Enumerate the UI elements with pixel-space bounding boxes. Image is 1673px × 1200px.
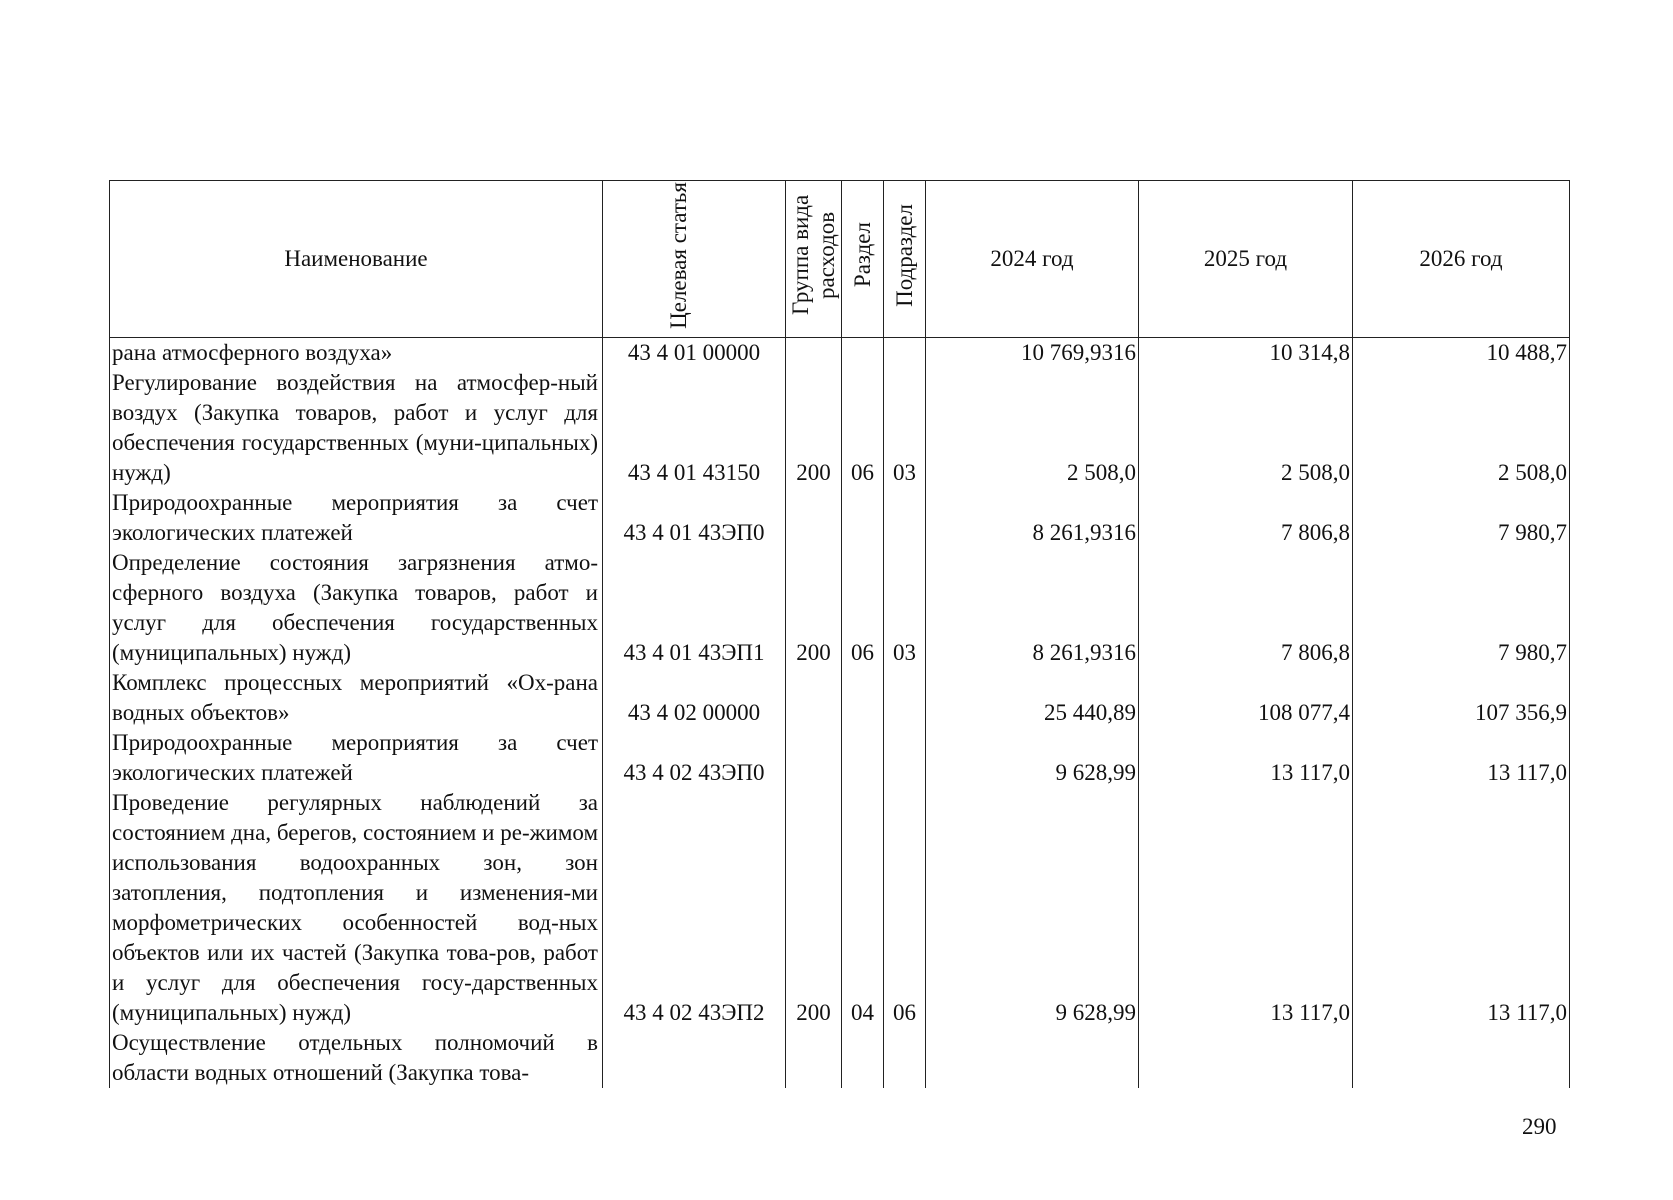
expense-group-cell: 200 <box>786 368 842 488</box>
amount-2025-cell: 7 806,8 <box>1139 548 1353 668</box>
subsection-cell <box>884 1028 926 1088</box>
amount-2025-cell <box>1139 1028 1353 1088</box>
name-cell: Определение состояния загрязнения атмо-сферного воздуха (Закупка товаров, работ и услуг для обеспечения государственных (муниципальных) нужд) <box>110 548 603 668</box>
section-cell: 04 <box>842 788 884 1028</box>
header-2025: 2025 год <box>1139 181 1353 338</box>
amount-2026-cell: 7 980,7 <box>1353 548 1570 668</box>
name-cell: рана атмосферного воздуха» <box>110 338 603 369</box>
amount-2026-cell: 107 356,9 <box>1353 668 1570 728</box>
subsection-cell <box>884 488 926 548</box>
section-cell: 06 <box>842 368 884 488</box>
amount-2025-cell: 108 077,4 <box>1139 668 1353 728</box>
section-cell <box>842 668 884 728</box>
table-row <box>110 488 1570 548</box>
amount-2026-cell: 13 117,0 <box>1353 728 1570 788</box>
amount-2025-cell: 2 508,0 <box>1139 368 1353 488</box>
amount-2025-cell: 13 117,0 <box>1139 728 1353 788</box>
target-article-cell: 43 4 01 43ЭП1 <box>603 548 786 668</box>
name-cell: Природоохранные мероприятия за счет экологических платежей <box>110 488 603 548</box>
amount-2026-cell: 13 117,0 <box>1353 788 1570 1028</box>
header-2026: 2026 год <box>1353 181 1570 338</box>
expense-group-cell: 200 <box>786 548 842 668</box>
section-cell <box>842 728 884 788</box>
header-subsection: Подраздел <box>884 181 926 338</box>
name-cell: Природоохранные мероприятия за счет экологических платежей <box>110 728 603 788</box>
amount-2024-cell: 8 261,9316 <box>926 548 1139 668</box>
page-number: 290 <box>1522 1114 1557 1139</box>
target-article-cell: 43 4 01 43ЭП0 <box>603 488 786 548</box>
amount-2024-cell: 2 508,0 <box>926 368 1139 488</box>
name-cell: Осуществление отдельных полномочий в области водных отношений (Закупка това- <box>110 1028 603 1088</box>
header-name: Наименование <box>110 181 603 338</box>
section-cell <box>842 1028 884 1088</box>
expense-group-cell <box>786 668 842 728</box>
target-article-cell <box>603 1028 786 1088</box>
header-2024: 2024 год <box>926 181 1139 338</box>
section-cell: 06 <box>842 548 884 668</box>
table-row <box>110 548 1570 668</box>
amount-2024-cell: 9 628,99 <box>926 728 1139 788</box>
amount-2026-cell <box>1353 1028 1570 1088</box>
table-row <box>110 338 1570 369</box>
subsection-cell: 03 <box>884 368 926 488</box>
amount-2026-cell: 7 980,7 <box>1353 488 1570 548</box>
header-expense-group: Группа вида расходов <box>786 181 842 338</box>
subsection-cell: 03 <box>884 548 926 668</box>
section-cell <box>842 488 884 548</box>
amount-2024-cell: 25 440,89 <box>926 668 1139 728</box>
subsection-cell <box>884 338 926 369</box>
table-row <box>110 668 1570 728</box>
target-article-cell: 43 4 02 43ЭП0 <box>603 728 786 788</box>
subsection-cell: 06 <box>884 788 926 1028</box>
table-row <box>110 368 1570 488</box>
expense-group-cell <box>786 488 842 548</box>
amount-2026-cell: 10 488,7 <box>1353 338 1570 369</box>
name-cell: Комплекс процессных мероприятий «Ох-рана водных объектов» <box>110 668 603 728</box>
table-row <box>110 788 1570 1028</box>
amount-2024-cell: 9 628,99 <box>926 788 1139 1028</box>
name-cell: Регулирование воздействия на атмосфер-ный воздух (Закупка товаров, работ и услуг для обеспечения государственных (муни-ципальных) нужд) <box>110 368 603 488</box>
subsection-cell <box>884 728 926 788</box>
budget-table <box>109 180 1570 1088</box>
expense-group-cell: 200 <box>786 788 842 1028</box>
amount-2026-cell: 2 508,0 <box>1353 368 1570 488</box>
amount-2025-cell: 10 314,8 <box>1139 338 1353 369</box>
section-cell <box>842 338 884 369</box>
subsection-cell <box>884 668 926 728</box>
table-row <box>110 728 1570 788</box>
table-body <box>110 338 1570 1089</box>
amount-2024-cell: 8 261,9316 <box>926 488 1139 548</box>
target-article-cell: 43 4 02 00000 <box>603 668 786 728</box>
expense-group-cell <box>786 728 842 788</box>
amount-2024-cell <box>926 1028 1139 1088</box>
header-target-article: Целевая статья <box>603 181 786 338</box>
table-row <box>110 1028 1570 1088</box>
amount-2025-cell: 7 806,8 <box>1139 488 1353 548</box>
name-cell: Проведение регулярных наблюдений за состоянием дна, берегов, состоянием и ре-жимом использования водоохранных зон, зон затопления, подтопления и изменения-ми морфометрических особенностей вод-ных объектов или их частей (Закупка това-ров, работ и услуг для обеспечения госу-дарственных (муниципальных) нужд) <box>110 788 603 1028</box>
header-section: Раздел <box>842 181 884 338</box>
target-article-cell: 43 4 01 43150 <box>603 368 786 488</box>
expense-group-cell <box>786 338 842 369</box>
expense-group-cell <box>786 1028 842 1088</box>
target-article-cell: 43 4 02 43ЭП2 <box>603 788 786 1028</box>
amount-2024-cell: 10 769,9316 <box>926 338 1139 369</box>
table-header-row <box>110 181 1570 338</box>
target-article-cell: 43 4 01 00000 <box>603 338 786 369</box>
amount-2025-cell: 13 117,0 <box>1139 788 1353 1028</box>
